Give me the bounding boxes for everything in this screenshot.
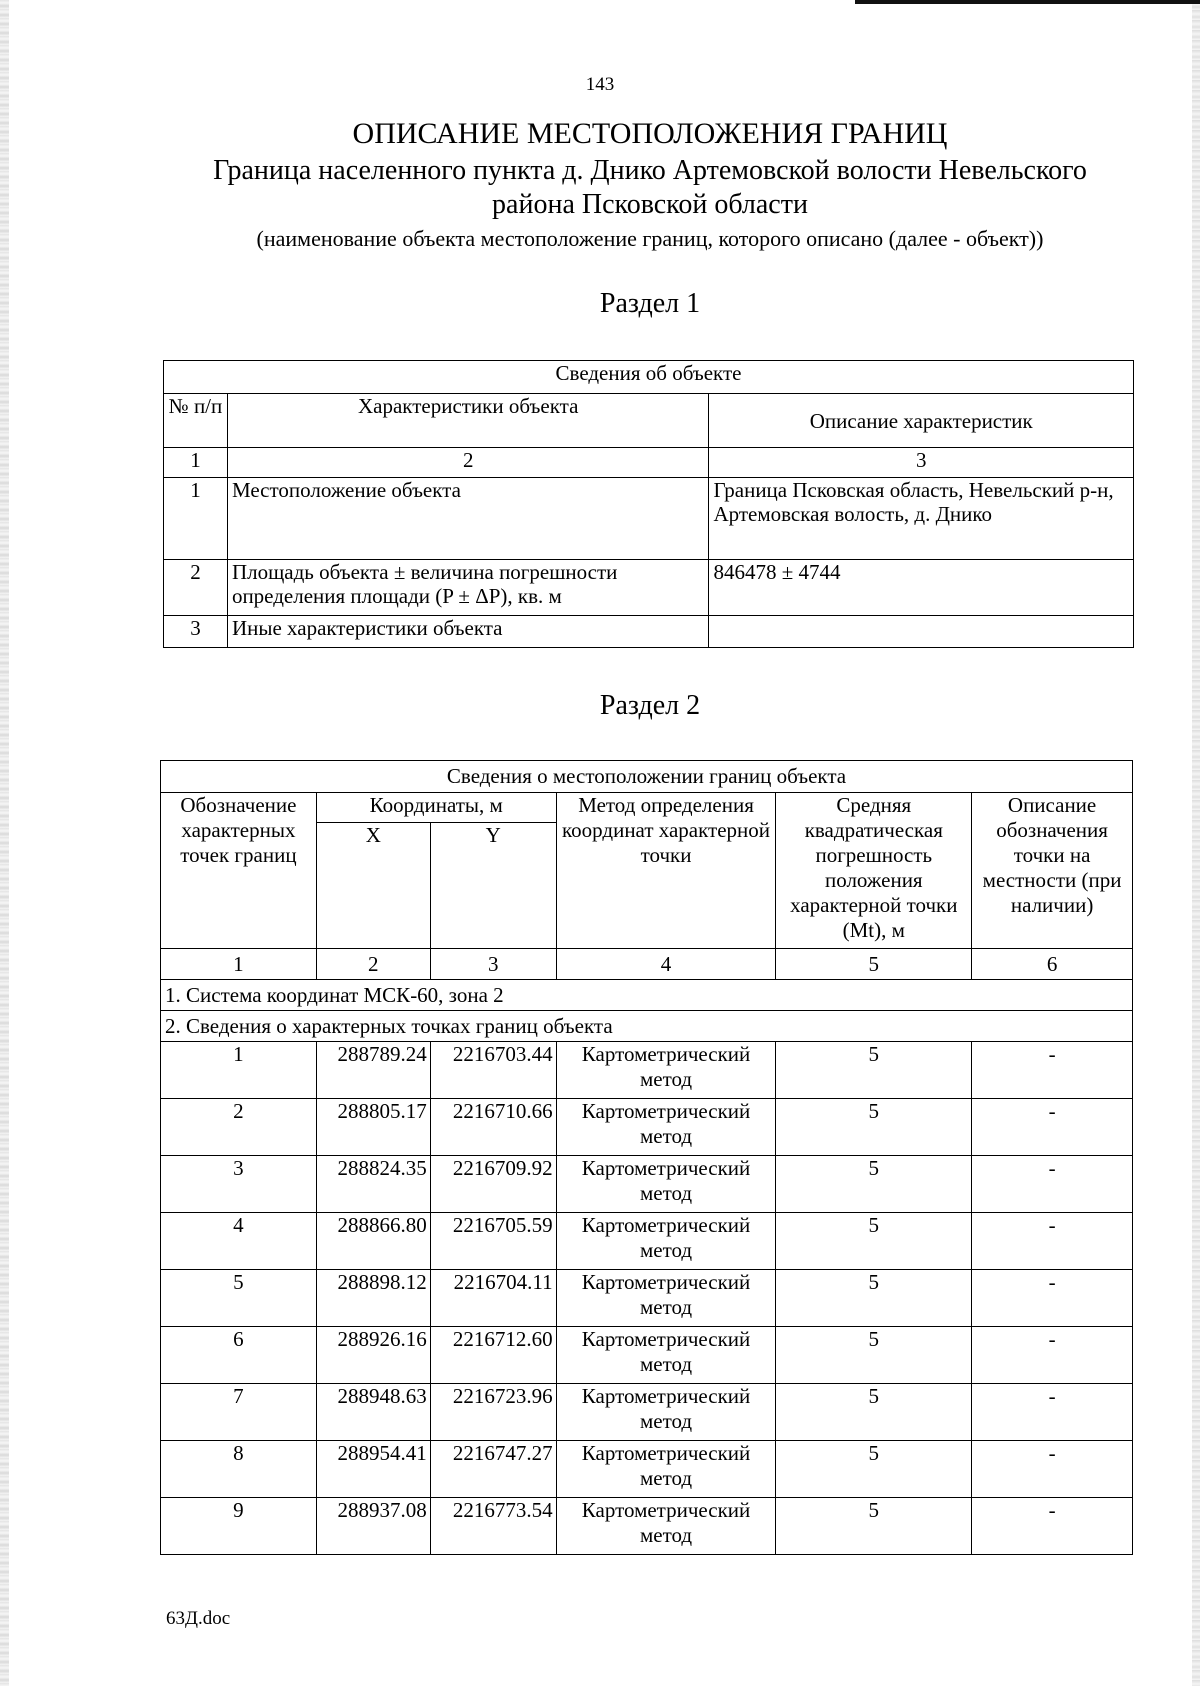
point-description: - (972, 1156, 1133, 1213)
row-number: 3 (164, 616, 228, 648)
row-characteristic: Иные характеристики объекта (227, 616, 709, 648)
col-number-2: 2 (316, 949, 430, 980)
point-method: Картометрический метод (556, 1498, 776, 1555)
point-x: 288805.17 (316, 1099, 430, 1156)
point-y: 2216704.11 (430, 1270, 556, 1327)
point-id: 3 (161, 1156, 317, 1213)
point-mt: 5 (776, 1156, 972, 1213)
row-number: 1 (164, 478, 228, 560)
row-number: 2 (164, 560, 228, 616)
table-row (161, 1327, 1133, 1384)
section-2-heading: Раздел 2 (599, 690, 701, 721)
point-description: - (972, 1042, 1133, 1099)
point-method: Картометрический метод (556, 1156, 776, 1213)
point-y: 2216705.59 (430, 1213, 556, 1270)
points-info-row: 2. Сведения о характерных точках границ объекта (161, 1011, 1133, 1042)
coordinate-system-row: 1. Система координат МСК-60, зона 2 (161, 980, 1133, 1011)
col-number-1: 1 (164, 448, 228, 478)
point-id: 9 (161, 1498, 317, 1555)
document-caption: (наименование объекта местоположение границ, которого описано (далее - объект)) (256, 226, 1044, 251)
scan-top-bar (855, 0, 1200, 4)
col-number-6: 6 (972, 949, 1133, 980)
header-point-description: Описание обозначения точки на местности (при наличии) (972, 793, 1133, 949)
point-y: 2216747.27 (430, 1441, 556, 1498)
point-x: 288866.80 (316, 1213, 430, 1270)
point-y: 2216712.60 (430, 1327, 556, 1384)
point-y: 2216703.44 (430, 1042, 556, 1099)
table-row (164, 478, 1134, 560)
point-description: - (972, 1213, 1133, 1270)
page-number: 143 (585, 74, 615, 95)
point-method: Картометрический метод (556, 1042, 776, 1099)
header-number: № п/п (164, 394, 228, 448)
col-number-1: 1 (161, 949, 317, 980)
footer-filename: 63Д.doc (166, 1608, 231, 1629)
point-y: 2216773.54 (430, 1498, 556, 1555)
table-row (161, 1213, 1133, 1270)
point-method: Картометрический метод (556, 1213, 776, 1270)
point-id: 8 (161, 1441, 317, 1498)
point-description: - (972, 1327, 1133, 1384)
point-method: Картометрический метод (556, 1270, 776, 1327)
document-subtitle (160, 154, 1140, 222)
point-description: - (972, 1498, 1133, 1555)
point-method: Картометрический метод (556, 1099, 776, 1156)
section-1-heading: Раздел 1 (599, 288, 701, 319)
point-mt: 5 (776, 1099, 972, 1156)
point-x: 288898.12 (316, 1270, 430, 1327)
table-row (161, 1498, 1133, 1555)
subtitle-line-2: района Псковской области (492, 189, 808, 220)
point-mt: 5 (776, 1213, 972, 1270)
table-row (164, 560, 1134, 616)
point-id: 7 (161, 1384, 317, 1441)
point-x: 288954.41 (316, 1441, 430, 1498)
point-description: - (972, 1099, 1133, 1156)
point-y: 2216710.66 (430, 1099, 556, 1156)
table-row (161, 1384, 1133, 1441)
row-characteristic: Местоположение объекта (227, 478, 709, 560)
row-value: Граница Псковская область, Невельский р-н, Артемовская волость, д. Днико (709, 478, 1134, 560)
header-designation: Обозначение характерных точек границ (161, 793, 317, 949)
point-x: 288789.24 (316, 1042, 430, 1099)
object-info-table-title: Сведения об объекте (164, 361, 1134, 394)
col-number-5: 5 (776, 949, 972, 980)
table-row (161, 1099, 1133, 1156)
point-x: 288937.08 (316, 1498, 430, 1555)
row-value (709, 616, 1134, 648)
table-row (161, 1270, 1133, 1327)
scan-edge-right (1192, 0, 1200, 1686)
boundary-points-table-title: Сведения о местоположении границ объекта (161, 761, 1133, 793)
header-mean-error: Средняя квадратическая погрешность положения характерной точки (Mt), м (776, 793, 972, 949)
point-x: 288948.63 (316, 1384, 430, 1441)
point-method: Картометрический метод (556, 1441, 776, 1498)
col-number-2: 2 (227, 448, 709, 478)
table-row (161, 1042, 1133, 1099)
point-method: Картометрический метод (556, 1384, 776, 1441)
point-id: 2 (161, 1099, 317, 1156)
point-mt: 5 (776, 1042, 972, 1099)
header-y: Y (430, 823, 556, 949)
point-id: 4 (161, 1213, 317, 1270)
point-mt: 5 (776, 1327, 972, 1384)
object-info-table (163, 360, 1134, 648)
point-mt: 5 (776, 1270, 972, 1327)
col-number-3: 3 (430, 949, 556, 980)
col-number-3: 3 (709, 448, 1134, 478)
boundary-points-table (160, 760, 1133, 1555)
header-description: Описание характеристик (709, 394, 1134, 448)
point-description: - (972, 1441, 1133, 1498)
point-method: Картометрический метод (556, 1327, 776, 1384)
header-method: Метод определения координат характерной точки (556, 793, 776, 949)
header-coordinates: Координаты, м (316, 793, 556, 823)
table-row (161, 1441, 1133, 1498)
point-mt: 5 (776, 1384, 972, 1441)
table-row (164, 616, 1134, 648)
point-id: 1 (161, 1042, 317, 1099)
point-mt: 5 (776, 1441, 972, 1498)
row-characteristic: Площадь объекта ± величина погрешности определения площади (P ± ΔP), кв. м (227, 560, 709, 616)
point-y: 2216723.96 (430, 1384, 556, 1441)
point-id: 6 (161, 1327, 317, 1384)
point-description: - (972, 1270, 1133, 1327)
point-id: 5 (161, 1270, 317, 1327)
point-x: 288926.16 (316, 1327, 430, 1384)
table-row (161, 1156, 1133, 1213)
subtitle-line-1: Граница населенного пункта д. Днико Артемовской волости Невельского (213, 155, 1087, 186)
point-y: 2216709.92 (430, 1156, 556, 1213)
point-mt: 5 (776, 1498, 972, 1555)
header-characteristics: Характеристики объекта (227, 394, 709, 448)
scan-edge-left (0, 0, 9, 1686)
col-number-4: 4 (556, 949, 776, 980)
point-description: - (972, 1384, 1133, 1441)
header-x: X (316, 823, 430, 949)
row-value: 846478 ± 4744 (709, 560, 1134, 616)
point-x: 288824.35 (316, 1156, 430, 1213)
document-title: ОПИСАНИЕ МЕСТОПОЛОЖЕНИЯ ГРАНИЦ (352, 117, 948, 150)
